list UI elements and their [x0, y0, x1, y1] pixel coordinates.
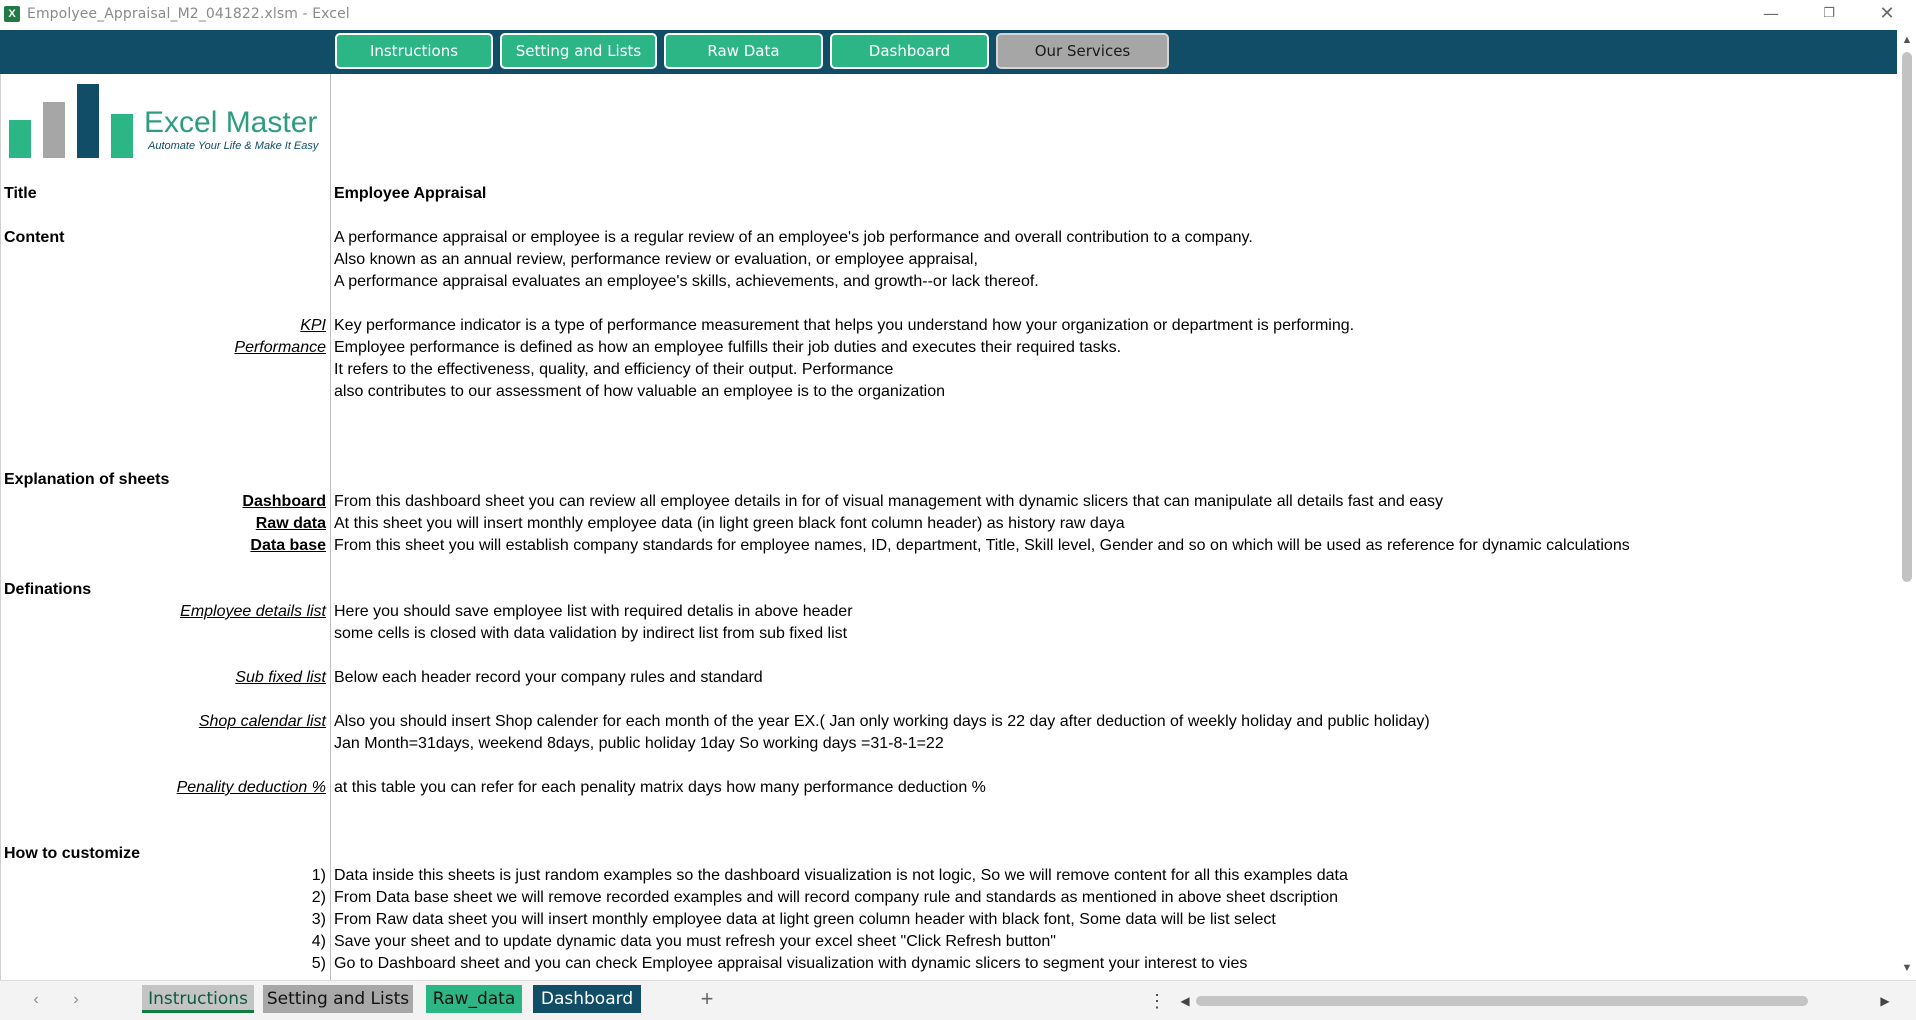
- minimize-button[interactable]: —: [1763, 4, 1779, 23]
- definition-line: some cells is closed with data validation by indirect list from sub fixed list: [334, 625, 848, 642]
- scroll-left-icon[interactable]: ◀: [1180, 994, 1190, 1008]
- add-sheet-icon[interactable]: +: [700, 986, 714, 1011]
- window-title-bar: [0, 0, 1916, 30]
- step-text: From Raw data sheet you will insert monthly employee data at light green column header with black font, Some data will be list select: [334, 911, 1276, 928]
- definition-label: Sub fixed list: [235, 669, 326, 686]
- close-button[interactable]: ✕: [1879, 3, 1895, 24]
- step-text: From Data base sheet we will remove recorded examples and will record company rule and standards as mentioned in above sheet dscription: [334, 889, 1339, 906]
- sheet-text-dashboard: From this dashboard sheet you can review all employee details in for of visual management with dynamic slicers that can manipulate all details fast and easy: [334, 493, 1444, 510]
- definition-line: Below each header record your company rules and standard: [334, 669, 763, 686]
- definition-label: Penality deduction %: [176, 779, 326, 796]
- definition-line: Here you should save employee list with required detalis in above header: [334, 603, 853, 620]
- restore-button[interactable]: ❐: [1823, 6, 1835, 21]
- sheet-text-data-base: From this sheet you will establish company standards for employee names, ID, department, Title, Skill level, Gender and so on which will be used as reference for dynamic calculations: [334, 537, 1630, 554]
- excel-icon: X: [4, 6, 20, 22]
- logo-bar-1: [9, 120, 31, 158]
- step-text: Save your sheet and to update dynamic data you must refresh your excel sheet "Click Refresh button": [334, 933, 1056, 950]
- title-value: Employee Appraisal: [334, 185, 487, 202]
- sheet-tab-instructions[interactable]: Instructions: [142, 985, 254, 1013]
- title-label: Title: [4, 185, 37, 202]
- step-text: Data inside this sheets is just random examples so the dashboard visualization is not logic, So we will remove content for all this examples data: [334, 867, 1348, 884]
- scroll-up-icon[interactable]: ▲: [1901, 34, 1913, 46]
- content-line: A performance appraisal evaluates an employee's skills, achievements, and growth--or lack thereof.: [334, 273, 1039, 290]
- performance-line: Employee performance is defined as how an employee fulfills their job duties and executes their required tasks.: [334, 339, 1122, 356]
- definition-label: Employee details list: [180, 603, 326, 620]
- scroll-down-icon[interactable]: ▼: [1901, 962, 1913, 974]
- excel-master-logo: [6, 80, 326, 158]
- sheets-label: Explanation of sheets: [4, 471, 170, 488]
- step-number: 3): [311, 911, 326, 928]
- definition-label: Shop calendar list: [198, 713, 326, 730]
- sheet-label-data-base: Data base: [250, 537, 326, 554]
- performance-label: Performance: [234, 339, 326, 356]
- next-sheet-icon[interactable]: ›: [73, 991, 79, 1008]
- step-number: 5): [311, 955, 326, 972]
- performance-line: also contributes to our assessment of how valuable an employee is to the organization: [334, 383, 946, 400]
- definition-line: Jan Month=31days, weekend 8days, public holiday 1day So working days =31-8-1=22: [334, 735, 944, 752]
- logo-name: Excel Master: [144, 106, 318, 139]
- content-line: Also known as an annual review, performance review or evaluation, or employee appraisal,: [334, 251, 978, 268]
- step-number: 4): [311, 933, 326, 950]
- definitions-label: Definations: [4, 581, 92, 598]
- sheet-text-raw-data: At this sheet you will insert monthly employee data (in light green black font column header) as history raw daya: [334, 515, 1125, 532]
- sheet-tab-dashboard[interactable]: Dashboard: [533, 985, 641, 1013]
- content-label: Content: [4, 229, 65, 246]
- logo-tagline: Automate Your Life & Make It Easy: [148, 140, 319, 152]
- nav-button-our-services[interactable]: Our Services: [996, 33, 1169, 69]
- sheet-label-dashboard: Dashboard: [242, 493, 326, 510]
- definition-line: at this table you can refer for each penality matrix days how many performance deduction %: [334, 779, 986, 796]
- sheet-tab-setting-and-lists[interactable]: Setting and Lists: [263, 985, 413, 1013]
- sheet-label-raw-data: Raw data: [255, 515, 326, 532]
- scroll-right-icon[interactable]: ▶: [1880, 994, 1890, 1008]
- nav-button-instructions[interactable]: Instructions: [335, 33, 493, 69]
- column-divider: [330, 74, 331, 980]
- content-line: A performance appraisal or employee is a regular review of an employee's job performance and overall contribution to a company.: [334, 229, 1253, 246]
- step-number: 1): [311, 867, 326, 884]
- customize-label: How to customize: [4, 845, 141, 862]
- window-title: Empolyee_Appraisal_M2_041822.xlsm - Excel: [27, 6, 350, 22]
- logo-bar-3: [77, 84, 99, 158]
- vertical-scrollbar[interactable]: [1897, 30, 1916, 980]
- nav-button-setting-and-lists[interactable]: Setting and Lists: [500, 33, 657, 69]
- sheet-tab-bar: [0, 980, 1916, 1020]
- kpi-label: KPI: [300, 317, 326, 334]
- sheet-tab-raw-data[interactable]: Raw_data: [426, 985, 522, 1013]
- vertical-scroll-thumb[interactable]: [1902, 52, 1912, 582]
- more-options-icon[interactable]: ⋮: [1148, 991, 1166, 1011]
- logo-bar-4: [111, 114, 133, 158]
- horizontal-scroll-thumb[interactable]: [1196, 996, 1808, 1006]
- performance-line: It refers to the effectiveness, quality, and efficiency of their output. Performance: [334, 361, 894, 378]
- definition-line: Also you should insert Shop calender for each month of the year EX.( Jan only working days is 22 day after deduction of weekly holiday and public holiday): [334, 713, 1430, 730]
- sheet-left-edge: [0, 74, 1, 980]
- step-number: 2): [311, 889, 326, 906]
- nav-button-dashboard[interactable]: Dashboard: [830, 33, 989, 69]
- step-text: Go to Dashboard sheet and you can check Employee appraisal visualization with dynamic slicers to segment your interest to vies: [334, 955, 1248, 972]
- prev-sheet-icon[interactable]: ‹: [33, 991, 39, 1008]
- kpi-text: Key performance indicator is a type of performance measurement that helps you understand how your organization or department is performing.: [334, 317, 1355, 334]
- nav-button-raw-data[interactable]: Raw Data: [664, 33, 823, 69]
- logo-bar-2: [43, 102, 65, 158]
